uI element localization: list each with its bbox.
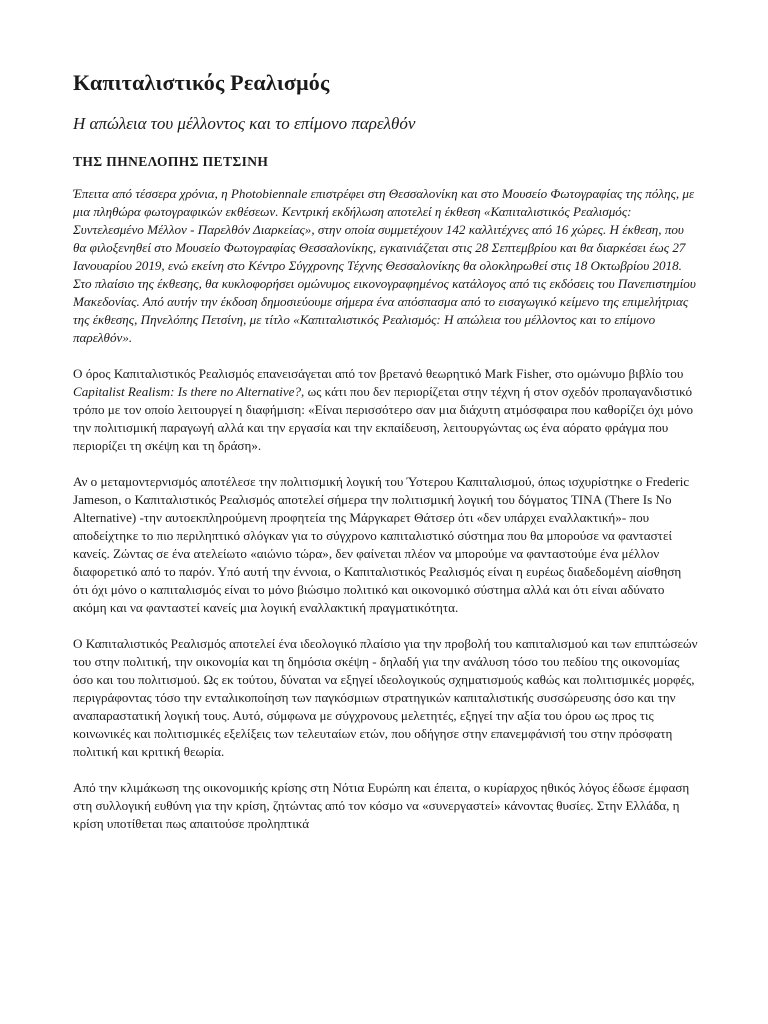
article-subtitle: Η απώλεια του μέλλοντος και το επίμονο παρελθόν [73,114,416,133]
intro-paragraph: Έπειτα από τέσσερα χρόνια, η Photobiennale επιστρέφει στη Θεσσαλονίκη και στο Μουσείο Φωτογραφίας της πόλης, με μια πληθώρα φωτογραφικών εκθέσεων. Κεντρική εκδήλωση αποτελεί η έκθεση «Καπιταλιστικός Ρεαλισμός: Συντελεσμένο Μέλλον - Παρελθόν Διαρκείας», στην οποία συμμετέχουν 142 καλλιτέχνες από 16 χώρες. Η έκθεση, που θα φιλοξενηθεί στο Μουσείο Φωτογραφίας Θεσσαλονίκης, εγκαινιάζεται στις 28 Σεπτεμβρίου και θα διαρκέσει έως 27 Ιανουαρίου 2019, ενώ εκείνη στο Κέντρο Σύγχρονης Τέχνης Θεσσαλονίκης θα ολοκληρωθεί στις 18 Οκτωβρίου 2018. Στο πλαίσιο της έκθεσης, θα κυκλοφορήσει ομώνυμος εικονογραφημένος κατάλογος από τις εκδόσεις του Πανεπιστημίου Μακεδονίας. Από αυτήν την έκδοση δημοσιεύουμε σήμερα ένα απόσπασμα από το εισαγωγικό κείμενο της επιμελήτριας της έκθεσης, Πηνελόπης Πετσίνη, με τίτλο «Καπιταλιστικός Ρεαλισμός: Η απώλεια του μέλλοντος και το επίμονο παρελθόν». [73,186,696,345]
body-paragraph-2: Αν ο μεταμοντερνισμός αποτέλεσε την πολιτισμική λογική του Ύστερου Καπιταλισμού, όπως ισχυρίστηκε ο Frederic Jameson, ο Καπιταλιστικός Ρεαλισμός αποτελεί σήμερα την πολιτισμική λογική του δόγματος TINA (There Is No Alternative) -την αυτοεκπληρούμενη προφητεία της Μάργκαρετ Θάτσερ ότι «δεν υπάρχει εναλλακτική»- που αποδείχτηκε το πιο περιληπτικό σλόγκαν για το σύγχρονο καπιταλιστικό σύστημα που θα μπορούσε να φανταστεί κανείς. Ζώντας σε ένα ατελείωτο «αιώνιο τώρα», δεν φαίνεται πλέον να μπορούμε να φανταστούμε ένα μέλλον διαφορετικό από το παρόν. Υπό αυτή την έννοια, ο Καπιταλιστικός Ρεαλισμός είναι η ευρέως διαδεδομένη αίσθηση ότι όχι μόνο ο καπιταλισμός είναι το μόνο βιώσιμο πολιτικό και οικονομικό σύστημα αλλά και ότι είναι αδύνατο ακόμη και να φανταστεί κανείς μια λογική εναλλακτική πραγματικότητα. [73,474,690,615]
article-author: ΤΗΣ ΠΗΝΕΛΟΠΗΣ ΠΕΤΣΙΝΗ [73,154,269,169]
body-paragraph-3: Ο Καπιταλιστικός Ρεαλισμός αποτελεί ένα ιδεολογικό πλαίσιο για την προβολή του καπιταλισμού και των επιπτώσεών του στην πολιτική, την οικονομία και τη δημόσια σκέψη - δηλαδή για την ανάλυση τόσο του πεδίου της οικονομίας όσο και του πολιτισμού. Ως εκ τούτου, δύναται να εξηγεί ιδεολογικούς σχηματισμούς καθώς και πολιτισμικές μορφές, περιγράφοντας τόσο την ενταλικοποίηση των παγκόσμιων στρατηγικών καπιταλιστικής συσσώρευσης όσο και την αναπαραστατική λογική τους. Αυτό, σύμφωνα με σύγχρονους μελετητές, εξηγεί την αξία του όρου ως προς τις κοινωνικές και πολιτισμικές εξελίξεις των τελευταίων ετών, που οδήγησε στην επανεμφάνισή του στην πρόσφατη πολιτική και κριτική θεωρία. [73,636,698,759]
body-paragraph-1-text-a: Ο όρος Καπιταλιστικός Ρεαλισμός επανεισάγεται από τον βρετανό θεωρητικό Mark Fisher, στο ομώνυμο βιβλίο του [73,366,684,381]
body-paragraph-1-text-b: , ως κάτι που δεν περιορίζεται στην τέχνη ή στον σχεδόν προπαγανδιστικό τρόπο με τον οποίο λειτουργεί η διαφήμιση: «Είναι περισσότερο σαν μια διάχυτη ατμόσφαιρα που καθορίζει όχι μόνο την πολιτισμική παραγωγή αλλά και την εργασία και την εκπαίδευση, λειτουργώντας ως ένα αόρατο φράγμα που περιορίζει τη σκέψη και τη δράση». [73,384,694,453]
book-title: Capitalist Realism: Is there no Alternative? [73,384,302,399]
article-title: Καπιταλιστικός Ρεαλισμός [73,70,330,95]
body-paragraph-4: Από την κλιμάκωση της οικονομικής κρίσης στη Νότια Ευρώπη και έπειτα, ο κυρίαρχος ηθικός λόγος έδωσε έμφαση στη συλλογική ευθύνη για την κρίση, ζητώντας από τον κόσμο να «συνεργαστεί» κάνοντας θυσίες. Στην Ελλάδα, η κρίση υποτίθεται πως απαιτούσε προληπτικά [73,780,690,831]
body-paragraph-1 [73,365,698,455]
